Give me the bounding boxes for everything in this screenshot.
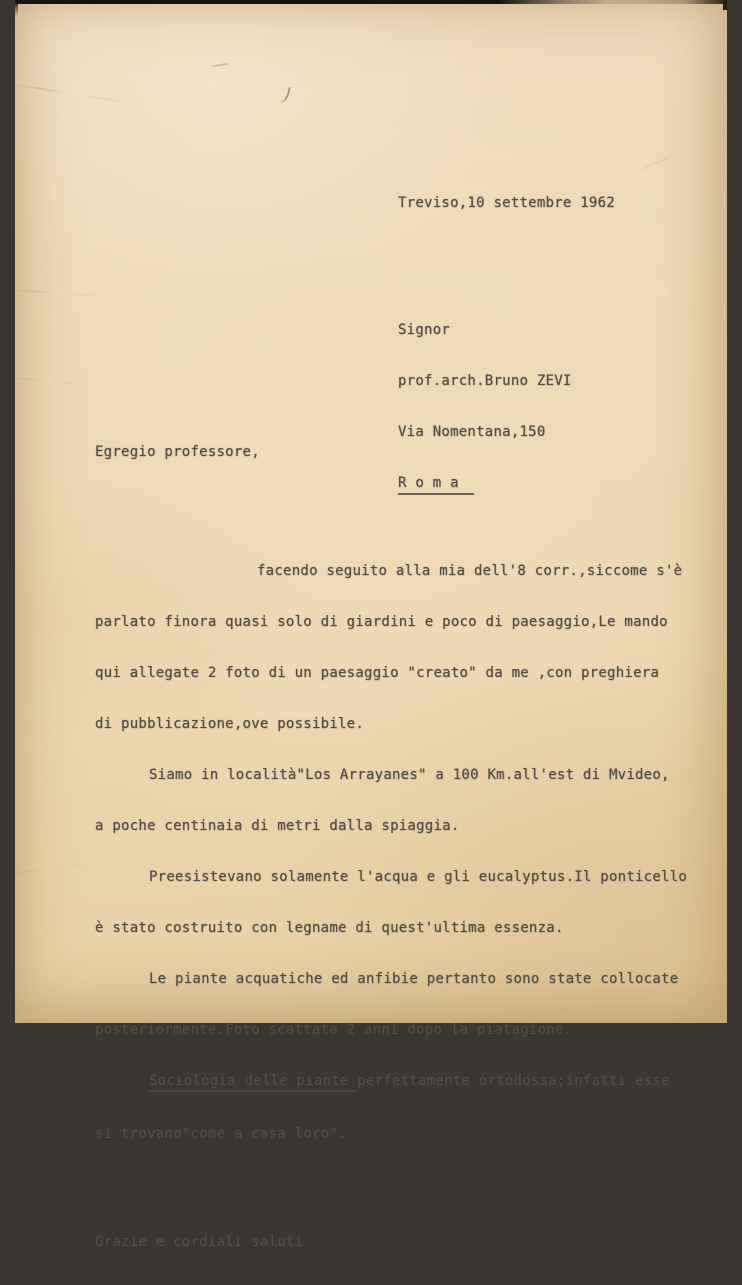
recipient-city-underlined: R o m a: [398, 475, 474, 495]
body-line: si trovano"come a casa loro".: [95, 1126, 347, 1142]
body-line: facendo seguito alla mia dell'8 corr.,siccome s'è: [257, 563, 683, 579]
crease-mark: [5, 376, 85, 386]
greeting: Egregio professore,: [95, 444, 260, 460]
crease-mark: [4, 82, 133, 104]
pen-mark: [276, 85, 291, 104]
body-line: di pubblicazione,ove possibile.: [95, 716, 365, 732]
crease-mark: [1, 863, 91, 876]
letter-body: [95, 410, 687, 1285]
letter-date: Treviso,10 settembre 1962: [398, 195, 615, 211]
pen-mark: [211, 63, 229, 67]
body-line: [95, 1073, 687, 1092]
body-line: Siamo in località"Los Arrayanes" a 100 Km.all'est di Mvideo,: [149, 767, 670, 783]
crease-mark: [619, 122, 742, 181]
crease-mark: [7, 289, 102, 298]
body-line: posteriormente.Foto scattata 2 anni dopo la piatagione.: [95, 1022, 573, 1038]
scan-edge-left: [15, 0, 18, 16]
body-line: a poche centinaia di metri dalla spiaggia.: [95, 818, 460, 834]
blank-line: [95, 495, 687, 512]
scan-edge-right: [723, 0, 727, 10]
recipient-name: prof.arch.Bruno ZEVI: [398, 373, 572, 389]
scanned-letter-page: [15, 0, 727, 1250]
recipient-street: Via Nomentana,150: [398, 424, 546, 440]
body-line: Preesistevano solamente l'acqua e gli eucalyptus.Il ponticello: [149, 869, 688, 885]
body-line-rest: perfettamente ortodossa;infatti esse: [357, 1073, 670, 1089]
recipient-title: Signor: [398, 322, 451, 338]
body-line: Le piante acquatiche ed anfibie pertanto sono state collocate: [149, 971, 679, 987]
underlined-phrase: Sociologia delle piante: [149, 1073, 357, 1092]
body-line: qui allegate 2 foto di un paesaggio "creato" da me ,con preghiera: [95, 665, 660, 681]
body-line: parlato finora quasi solo di giardini e poco di paesaggio,Le mando: [95, 614, 668, 630]
body-line: è stato costruito con legname di quest'ultima essenza.: [95, 920, 564, 936]
scan-edge-top: [15, 0, 727, 4]
closing: Grazie e cordiali saluti: [95, 1234, 304, 1250]
